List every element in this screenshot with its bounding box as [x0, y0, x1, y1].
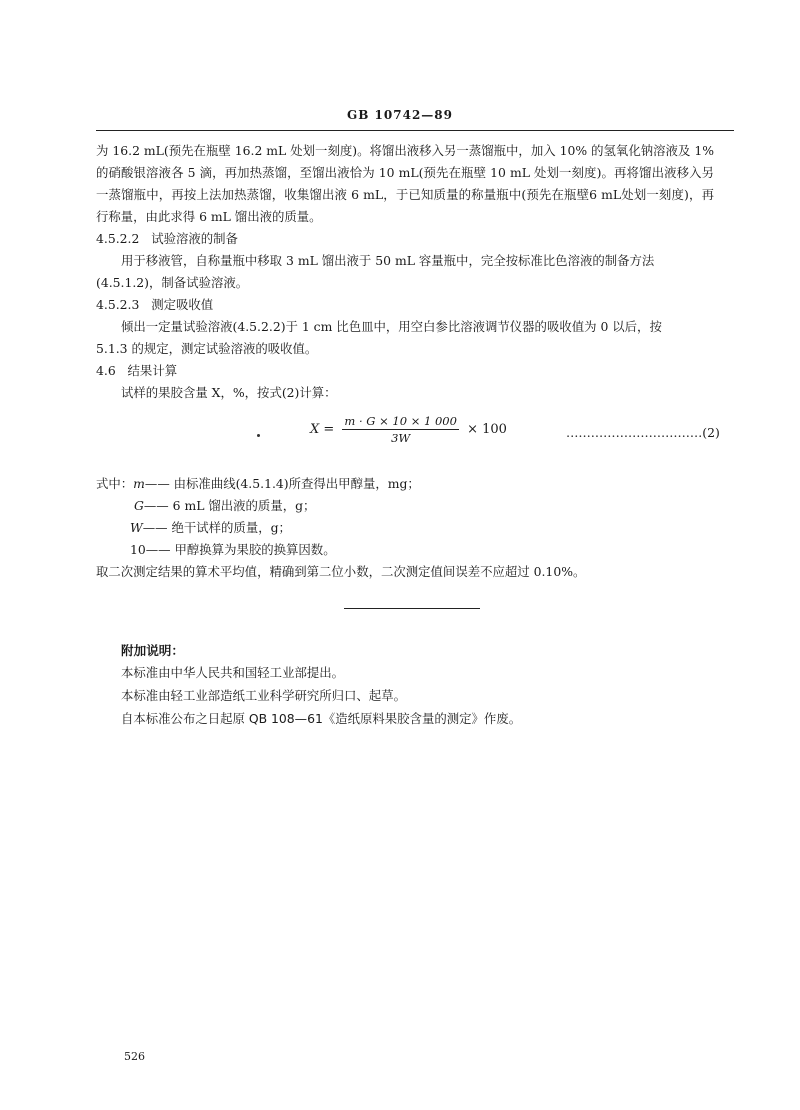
scan-speck — [257, 434, 260, 437]
definition-text: —— 绝干试样的质量，g； — [142, 520, 291, 535]
definition-text: —— 甲醇换算为果胶的换算因数。 — [145, 542, 336, 557]
formula-lhs: X = — [310, 422, 335, 437]
definition-row — [130, 517, 291, 539]
definition-symbol: G — [134, 498, 144, 513]
body-line: (4.5.1.2)，制备试验溶液。 — [96, 275, 249, 290]
page-number: 526 — [124, 1050, 145, 1063]
standard-header: GB 10742—89 — [346, 108, 453, 122]
section-number: 4.5.2.3 — [96, 297, 140, 312]
section-title: 测定吸收值 — [151, 297, 214, 312]
definition-symbol: 10 — [130, 542, 146, 557]
definition-intro: 式中： — [96, 476, 134, 491]
section-title: 结果计算 — [127, 363, 178, 378]
definition-text: —— 由标准曲线(4.5.1.4)所查得出甲醇量，mg； — [144, 476, 420, 491]
additional-note-line: 本标准由轻工业部造纸工业科学研究所归口、起草。 — [121, 688, 406, 703]
section-number: 4.5.2.2 — [96, 231, 140, 246]
header-rule — [96, 130, 734, 131]
section-heading — [96, 360, 177, 382]
pectin-formula — [310, 414, 507, 445]
definition-text: —— 6 mL 馏出液的质量，g； — [143, 498, 316, 513]
end-rule — [344, 608, 480, 609]
definition-symbol: W — [130, 520, 143, 535]
section-title: 试验溶液的制备 — [151, 231, 238, 246]
additional-notes-title: 附加说明： — [121, 643, 184, 658]
section-heading — [96, 294, 213, 316]
formula-denominator: 3W — [391, 431, 411, 445]
formula-fraction — [342, 414, 459, 445]
precision-note: 取二次测定结果的算术平均值，精确到第二位小数，二次测定值间误差不应超过 0.10%。 — [96, 564, 586, 579]
body-line: 试样的果胶含量 X，%，按式(2)计算： — [121, 385, 337, 400]
formula-numerator: m · G × 10 × 1 000 — [344, 414, 457, 428]
definition-row — [130, 539, 336, 561]
formula-tail: × 100 — [467, 422, 507, 437]
additional-note-line: 本标准由中华人民共和国轻工业部提出。 — [121, 665, 345, 680]
definition-row — [134, 495, 315, 517]
section-number: 4.6 — [96, 363, 116, 378]
body-line: 5.1.3 的规定，测定试验溶液的吸收值。 — [96, 341, 318, 356]
body-line: 用于移液管，自称量瓶中移取 3 mL 馏出液于 50 mL 容量瓶中，完全按标准比色溶液的制备方法 — [121, 253, 655, 268]
definition-row — [96, 473, 420, 495]
additional-note-line: 自本标准公布之日起原 QB 108—61《造纸原料果胶含量的测定》作废。 — [121, 711, 522, 726]
section-heading — [96, 228, 238, 250]
continuation-paragraph: 为 16.2 mL(预先在瓶壁 16.2 mL 处划一刻度)。将馏出液移入另一蒸馏瓶中，加入 10% 的氢氧化钠溶液及 1% 的硝酸银溶液各 5 滴，再加热蒸馏，至馏出液恰为 10 mL(预先在瓶壁 10 mL 处划一刻度)。再将馏出液移入另一蒸馏瓶中，再按上法加热蒸馏，收集馏出液 6 mL，于已知质量的称量瓶中(预先在瓶壁6 mL处划一刻度)，再行称量，由此求得 6 mL 馏出液的质量。 — [96, 143, 714, 224]
body-line: 倾出一定量试验溶液(4.5.2.2)于 1 cm 比色皿中，用空白参比溶液调节仪器的吸收值为 0 以后，按 — [121, 319, 662, 334]
equation-number: ……………………………(2) — [566, 425, 720, 440]
definition-symbol: m — [133, 476, 145, 491]
